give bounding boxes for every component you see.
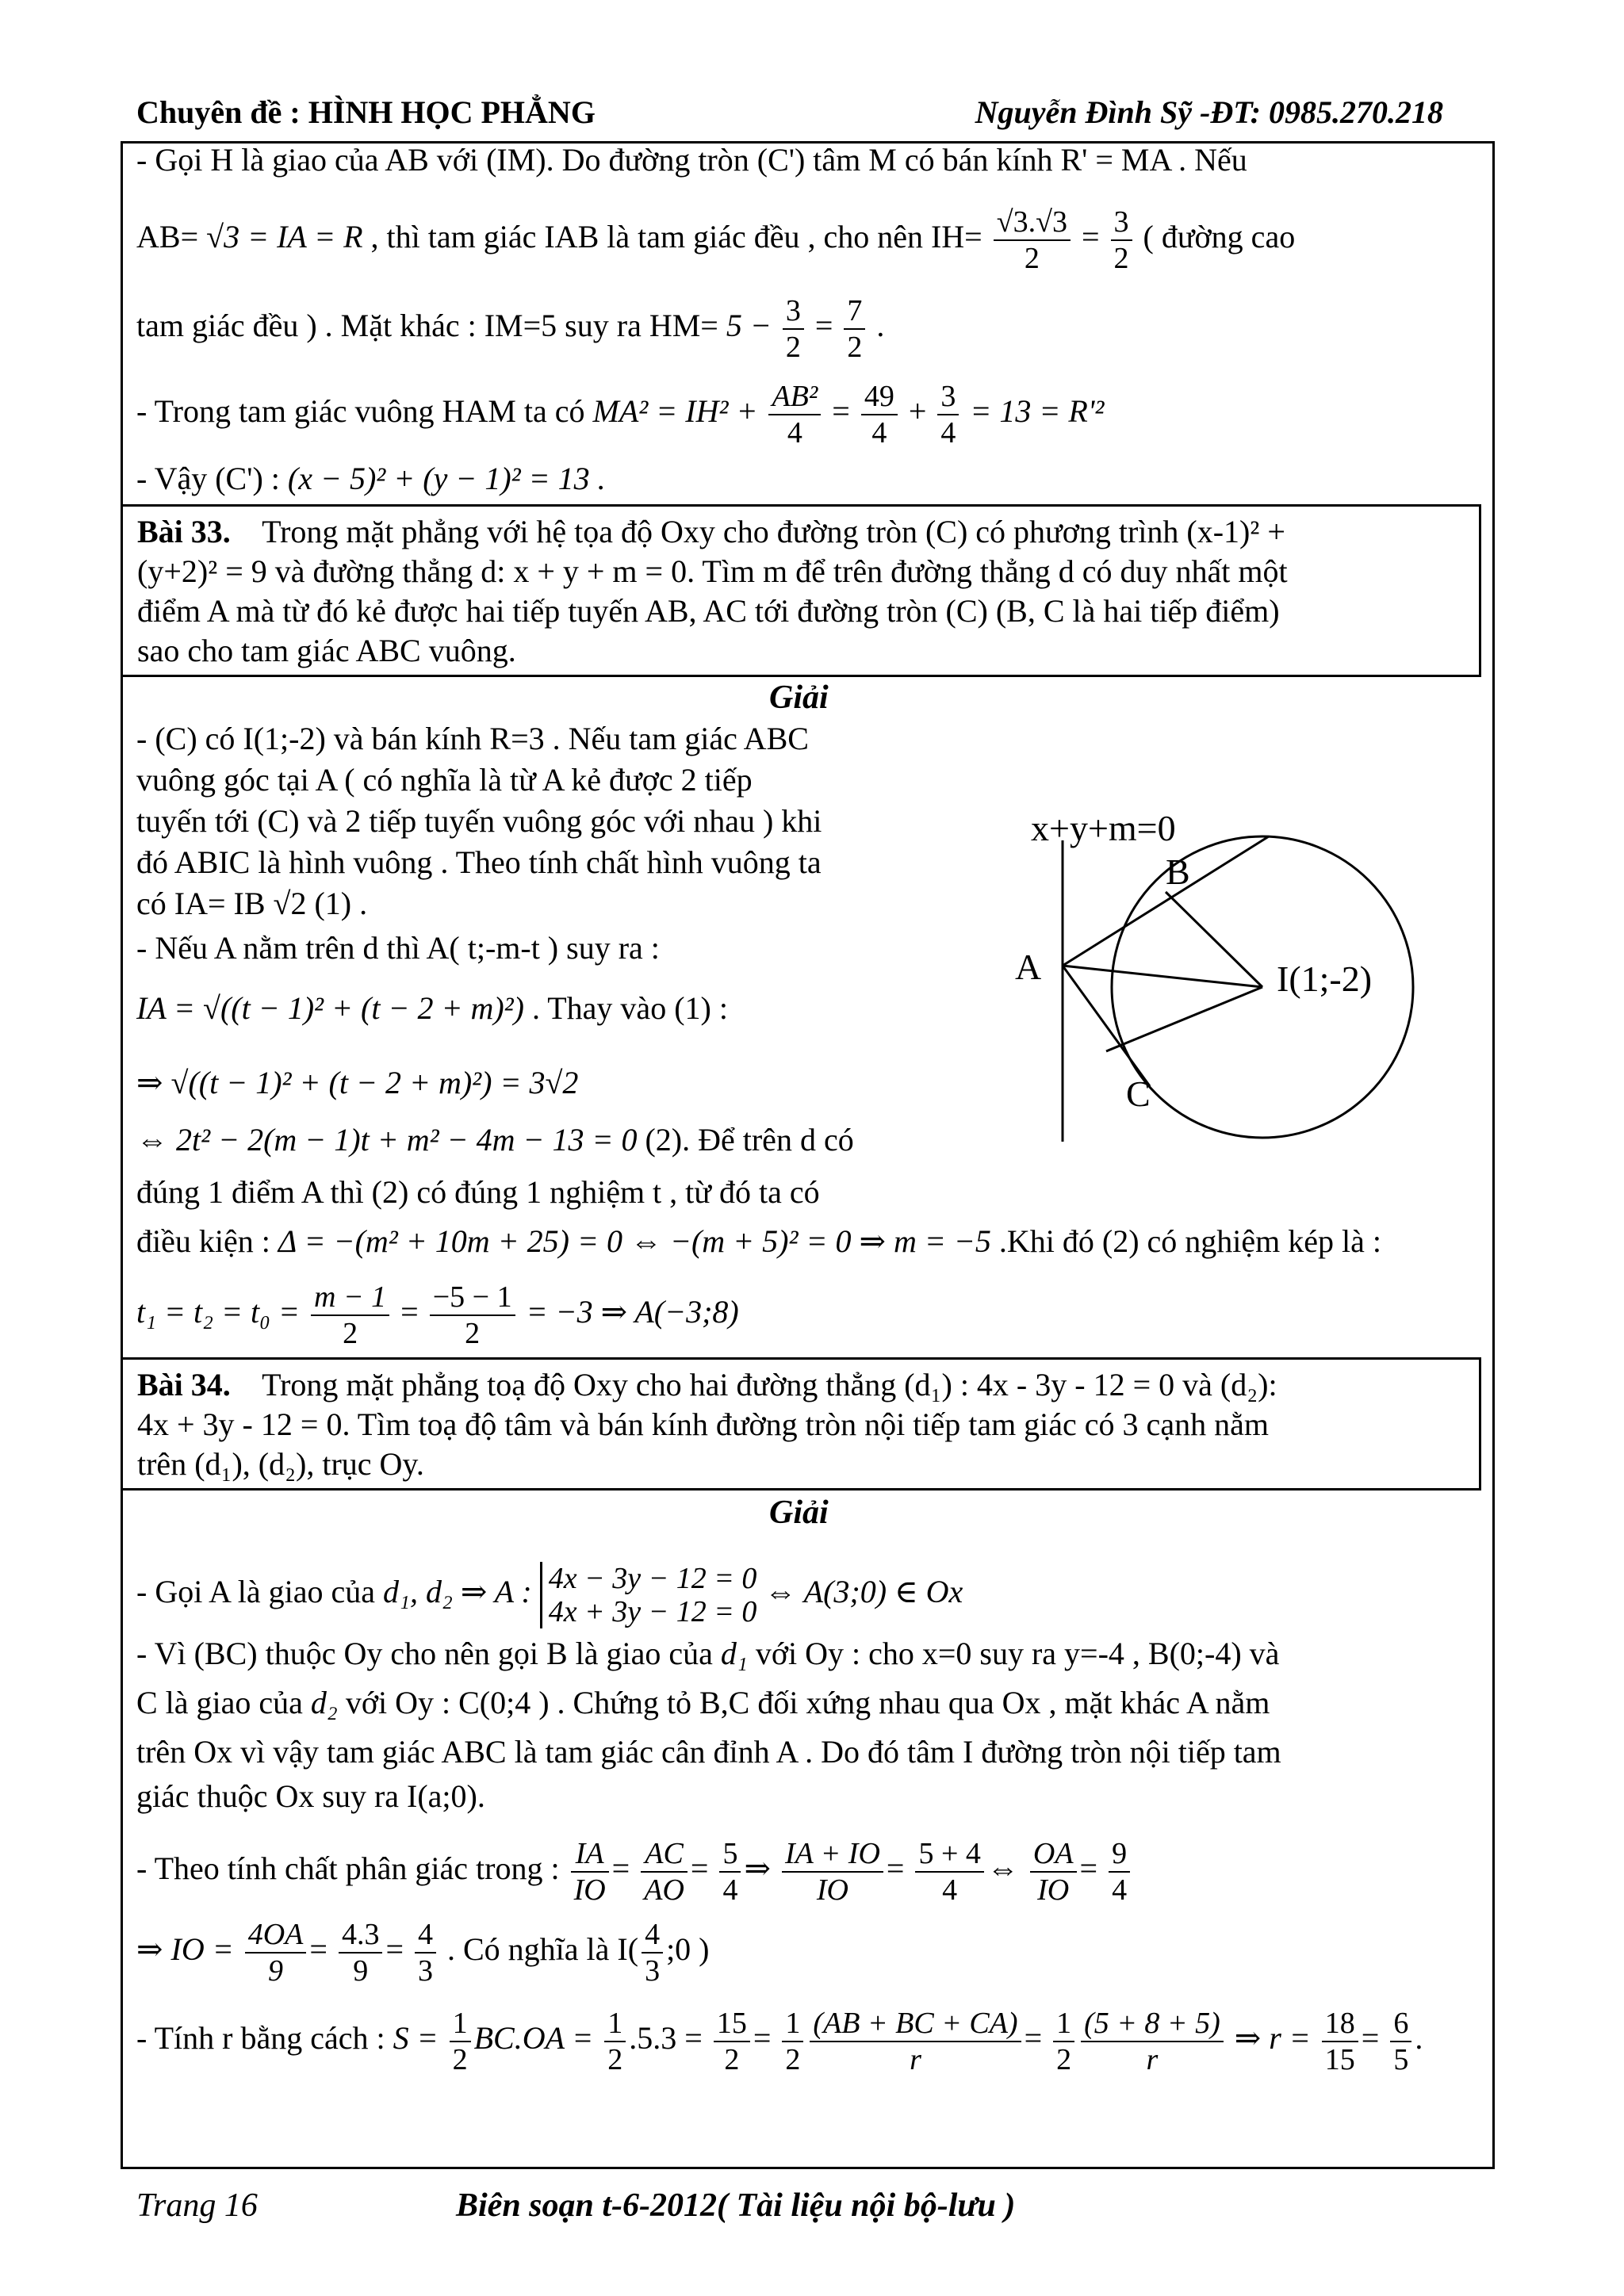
- footer-note: Biên soạn t-6-2012( Tài liệu nội bộ-lưu ): [456, 2187, 1016, 2224]
- math: ⇒ √((t − 1)² + (t − 2 + m)²) = 3√2: [136, 1065, 579, 1100]
- segment-bi: [1166, 892, 1262, 987]
- label-b: B: [1166, 851, 1190, 892]
- fraction: $\frac{5}{4}$: [719, 1836, 741, 1908]
- math: ⇒ IO =: [136, 1931, 234, 1968]
- text: Trong mặt phẳng với hệ tọa độ Oxy cho đường tròn (C) có phương trình (x-1)² +: [262, 514, 1285, 549]
- text: +: [908, 393, 927, 430]
- math: ⇒ r =: [1234, 2020, 1311, 2057]
- fraction: $\frac{\text{AB²}}{4}$: [768, 379, 821, 450]
- solution-33-line-9: [136, 1119, 854, 1161]
- text: =: [1081, 219, 1100, 255]
- fraction: $\frac{(5 + 8 + 5)}{r}$: [1081, 2006, 1224, 2077]
- fraction: $\frac{3}{4}$: [937, 379, 959, 450]
- solution-33-line-3: tuyến tới (C) và 2 tiếp tuyến vuông góc với nhau ) khi: [136, 803, 822, 839]
- math: ⇔ A(3;0) ∈ Ox: [764, 1574, 963, 1610]
- fraction: $\frac{3}{2}$: [1111, 205, 1132, 276]
- page-number: Trang 16: [136, 2187, 258, 2224]
- fraction: $\frac{1}{2}$: [604, 2006, 626, 2077]
- math: 5 −: [726, 308, 772, 344]
- problem-33-box: [121, 504, 1481, 677]
- label-c: C: [1126, 1073, 1151, 1114]
- math: √3 = IA = R: [206, 219, 363, 255]
- solution-34-line-7: ⇒ IO = $\frac{4OA}{9}$ = $\frac{4.3}{9}$ = $\frac{4}{3}$ . Có nghĩa là I( $\frac{4}{3}$ ;0 ): [136, 1918, 710, 1988]
- text: . Thay vào (1) :: [531, 990, 728, 1026]
- tangent-circle-diagram: [983, 793, 1427, 1158]
- solution-33-line-11: [136, 1221, 1381, 1262]
- solution-33-line-10: đúng 1 điểm A thì (2) có đúng 1 nghiệm t , từ đó ta có: [136, 1174, 820, 1210]
- solution-34-line-8: - Tính r bằng cách : S = $\frac{1}{2}$ BC.OA = $\frac{1}{2}$ .5.3 = $\frac{15}{2}$ = $\frac{1}{2}$ $\frac{(AB + BC + CA)}{r}$ = $\frac{1}{2}$ $\frac{(5 + 8 + 5)}{r}$ ⇒ r = $\frac{18}{15}$ = $\frac{6}{5}$ .: [136, 2007, 1423, 2076]
- text: =: [400, 1294, 419, 1330]
- problem-33-line-4: sao cho tam giác ABC vuông.: [137, 633, 516, 668]
- label-i: I(1;-2): [1277, 959, 1373, 999]
- solution-33-line-7: [136, 988, 728, 1029]
- header-title: Chuyên đề : HÌNH HỌC PHẲNG: [136, 94, 596, 130]
- text: ;0 ): [666, 1931, 710, 1968]
- problem-33-line-1: [137, 511, 1285, 553]
- solution-33-heading: Giải: [769, 679, 829, 716]
- text: - Vậy (C') :: [136, 461, 280, 496]
- text: với Oy : cho x=0 suy ra y=-4 , B(0;-4) và: [755, 1636, 1280, 1671]
- fraction: $\frac{4}{3}$: [415, 1917, 436, 1988]
- math: MA² = IH² +: [592, 393, 758, 430]
- solution-34-line-5: giác thuộc Ox suy ra I(a;0).: [136, 1778, 485, 1814]
- problem-33-line-3: điểm A mà từ đó kẻ được hai tiếp tuyến AB, AC tới đường tròn (C) (B, C là hai tiếp điểm): [137, 593, 1280, 629]
- solution-34-line-3: [136, 1682, 1270, 1724]
- fraction: $\frac{4OA}{9}$: [245, 1917, 307, 1988]
- fraction: $\frac{-5 - 1}{2}$: [430, 1280, 515, 1351]
- equation-system: 4x − 3y − 12 = 0 4x + 3y − 12 = 0: [540, 1562, 757, 1628]
- fraction: $\frac{9}{4}$: [1109, 1836, 1130, 1908]
- fraction: $\frac{IA}{IO}$: [571, 1836, 609, 1908]
- math: = −3 ⇒ A(−3;8): [526, 1294, 739, 1330]
- fraction: $\frac{AC}{AO}$: [641, 1836, 688, 1908]
- fraction: $\frac{18}{15}$: [1322, 2006, 1358, 2077]
- prev-line-4: [136, 379, 1104, 450]
- problem-34-line-3: trên (d₁), (d₂), trục Oy.: [137, 1446, 424, 1482]
- text: .Khi đó (2) có nghiệm kép là :: [998, 1223, 1381, 1259]
- text: điều kiện :: [136, 1223, 270, 1259]
- prev-line-1: - Gọi H là giao của AB với (IM). Do đường tròn (C') tâm M có bán kính R' = MA . Nếu: [136, 142, 1247, 178]
- solution-34-heading: Giải: [769, 1494, 829, 1531]
- math: d₂: [310, 1685, 338, 1720]
- text: với Oy : C(0;4 ) . Chứng tỏ B,C đối xứng nhau qua Ox , mặt khác A nằm: [345, 1685, 1270, 1720]
- fraction: $\frac{OA}{IO}$: [1030, 1836, 1077, 1908]
- text: tam giác đều ) . Mặt khác : IM=5 suy ra HM=: [136, 308, 718, 344]
- fraction: $\frac{√3.√3}{2}$: [994, 205, 1071, 276]
- fraction: $\frac{3}{2}$: [783, 293, 804, 365]
- fraction: $\frac{(AB + BC + CA)}{r}$: [810, 2006, 1021, 2077]
- text: Trong mặt phẳng toạ độ Oxy cho hai đường thẳng (d₁) : 4x - 3y - 12 = 0 và (d₂):: [262, 1367, 1277, 1402]
- solution-34-line-1: [136, 1562, 963, 1628]
- solution-33-line-2: vuông góc tại A ( có nghĩa là từ A kẻ được 2 tiếp: [136, 762, 753, 798]
- text: - Theo tính chất phân giác trong :: [136, 1850, 560, 1887]
- fraction: $\frac{1}{2}$: [1053, 2006, 1074, 2077]
- solution-33-line-6: - Nếu A nằm trên d thì A( t;-m-t ) suy ra :: [136, 930, 660, 966]
- solution-33-line-4: đó ABIC là hình vuông . Theo tính chất hình vuông ta: [136, 844, 822, 880]
- fraction: $\frac{5 + 4}{4}$: [915, 1836, 983, 1908]
- text: .5.3 =: [629, 2020, 703, 2057]
- text: =: [832, 393, 850, 430]
- prev-line-5: [136, 458, 606, 499]
- fraction: $\frac{1}{2}$: [450, 2006, 471, 2077]
- fraction: $\frac{15}{2}$: [714, 2006, 750, 2077]
- segment-ai: [1063, 966, 1262, 987]
- text: =: [814, 308, 833, 344]
- text: , thì tam giác IAB là tam giác đều , cho nên IH=: [370, 219, 982, 255]
- math: d₁: [720, 1636, 748, 1671]
- prev-line-2: [136, 205, 1295, 276]
- problem-34-line-2: 4x + 3y - 12 = 0. Tìm toạ độ tâm và bán kính đường tròn nội tiếp tam giác có 3 cạnh nằm: [137, 1406, 1269, 1442]
- solution-33-line-5: có IA= IB √2 (1) .: [136, 886, 368, 921]
- fraction: $\frac{m - 1}{2}$: [311, 1280, 389, 1351]
- text: AB=: [136, 219, 199, 255]
- solution-34-line-2: [136, 1633, 1279, 1674]
- math: Δ = −(m² + 10m + 25) = 0 ⇔ −(m + 5)² = 0 ⇒ m = −5: [278, 1223, 991, 1259]
- text: ( đường cao: [1143, 219, 1296, 255]
- text: . Có nghĩa là I(: [447, 1931, 639, 1968]
- label-a: A: [1015, 947, 1042, 987]
- text: .: [1415, 2020, 1423, 2057]
- math: ⇔ 2t² − 2(m − 1)t + m² − 4m − 13 = 0: [136, 1122, 638, 1158]
- problem-34-line-1: [137, 1364, 1277, 1406]
- solution-34-line-4: trên Ox vì vậy tam giác ABC là tam giác cân đỉnh A . Do đó tâm I đường tròn nội tiếp tam: [136, 1734, 1281, 1770]
- text: - Gọi A là giao của: [136, 1574, 376, 1610]
- math: = 13 = R'²: [970, 393, 1105, 430]
- tangent-ac: [1063, 966, 1150, 1086]
- text: .: [876, 308, 885, 344]
- label-line-d: x+y+m=0: [1031, 808, 1176, 848]
- problem-33-line-2: (y+2)² = 9 và đường thẳng d: x + y + m = 0. Tìm m để trên đường thẳng d có duy nhất một: [137, 553, 1288, 589]
- math: t₁ = t₂ = t₀ =: [136, 1294, 301, 1330]
- text: - Vì (BC) thuộc Oy cho nên gọi B là giao của: [136, 1636, 713, 1671]
- solution-33-line-12: [136, 1280, 739, 1351]
- math: (x − 5)² + (y − 1)² = 13 .: [287, 461, 606, 496]
- math: d₁, d₂ ⇒ A :: [383, 1574, 532, 1610]
- problem-33-title: Bài 33.: [137, 514, 231, 549]
- prev-line-3: [136, 293, 884, 365]
- problem-34-box: [121, 1357, 1481, 1490]
- header-author: Nguyễn Đình Sỹ -ĐT: 0985.270.218: [975, 94, 1443, 130]
- solution-34-line-6: - Theo tính chất phân giác trong : $\frac{IA}{IO}$ = $\frac{AC}{AO}$ = $\frac{5}{4}$ ⇒ $\frac{IA + IO}{IO}$ = $\frac{5 + 4}{4}$ ⇔ $\frac{OA}{IO}$ = $\frac{9}{4}$: [136, 1836, 1133, 1908]
- fraction: $\frac{1}{2}$: [782, 2006, 803, 2077]
- math: BC.OA =: [473, 2020, 594, 2057]
- fraction: $\frac{6}{5}$: [1390, 2006, 1411, 2077]
- math: IA = √((t − 1)² + (t − 2 + m)²): [136, 990, 524, 1026]
- fraction: $\frac{49}{4}$: [861, 379, 898, 450]
- fraction: $\frac{4.3}{9}$: [339, 1917, 383, 1988]
- text: - Trong tam giác vuông HAM ta có: [136, 393, 585, 430]
- problem-34-title: Bài 34.: [137, 1367, 231, 1402]
- fraction: $\frac{IA + IO}{IO}$: [782, 1836, 883, 1908]
- text: C là giao của: [136, 1685, 303, 1720]
- segment-ci: [1106, 987, 1262, 1051]
- fraction: $\frac{7}{2}$: [844, 293, 865, 365]
- text: - Tính r bằng cách :: [136, 2020, 385, 2057]
- text: (2). Để trên d có: [645, 1122, 854, 1158]
- fraction: $\frac{4}{3}$: [642, 1917, 663, 1988]
- solution-33-line-1: - (C) có I(1;-2) và bán kính R=3 . Nếu tam giác ABC: [136, 721, 809, 756]
- math: S =: [393, 2020, 439, 2057]
- solution-33-line-8: [136, 1062, 578, 1104]
